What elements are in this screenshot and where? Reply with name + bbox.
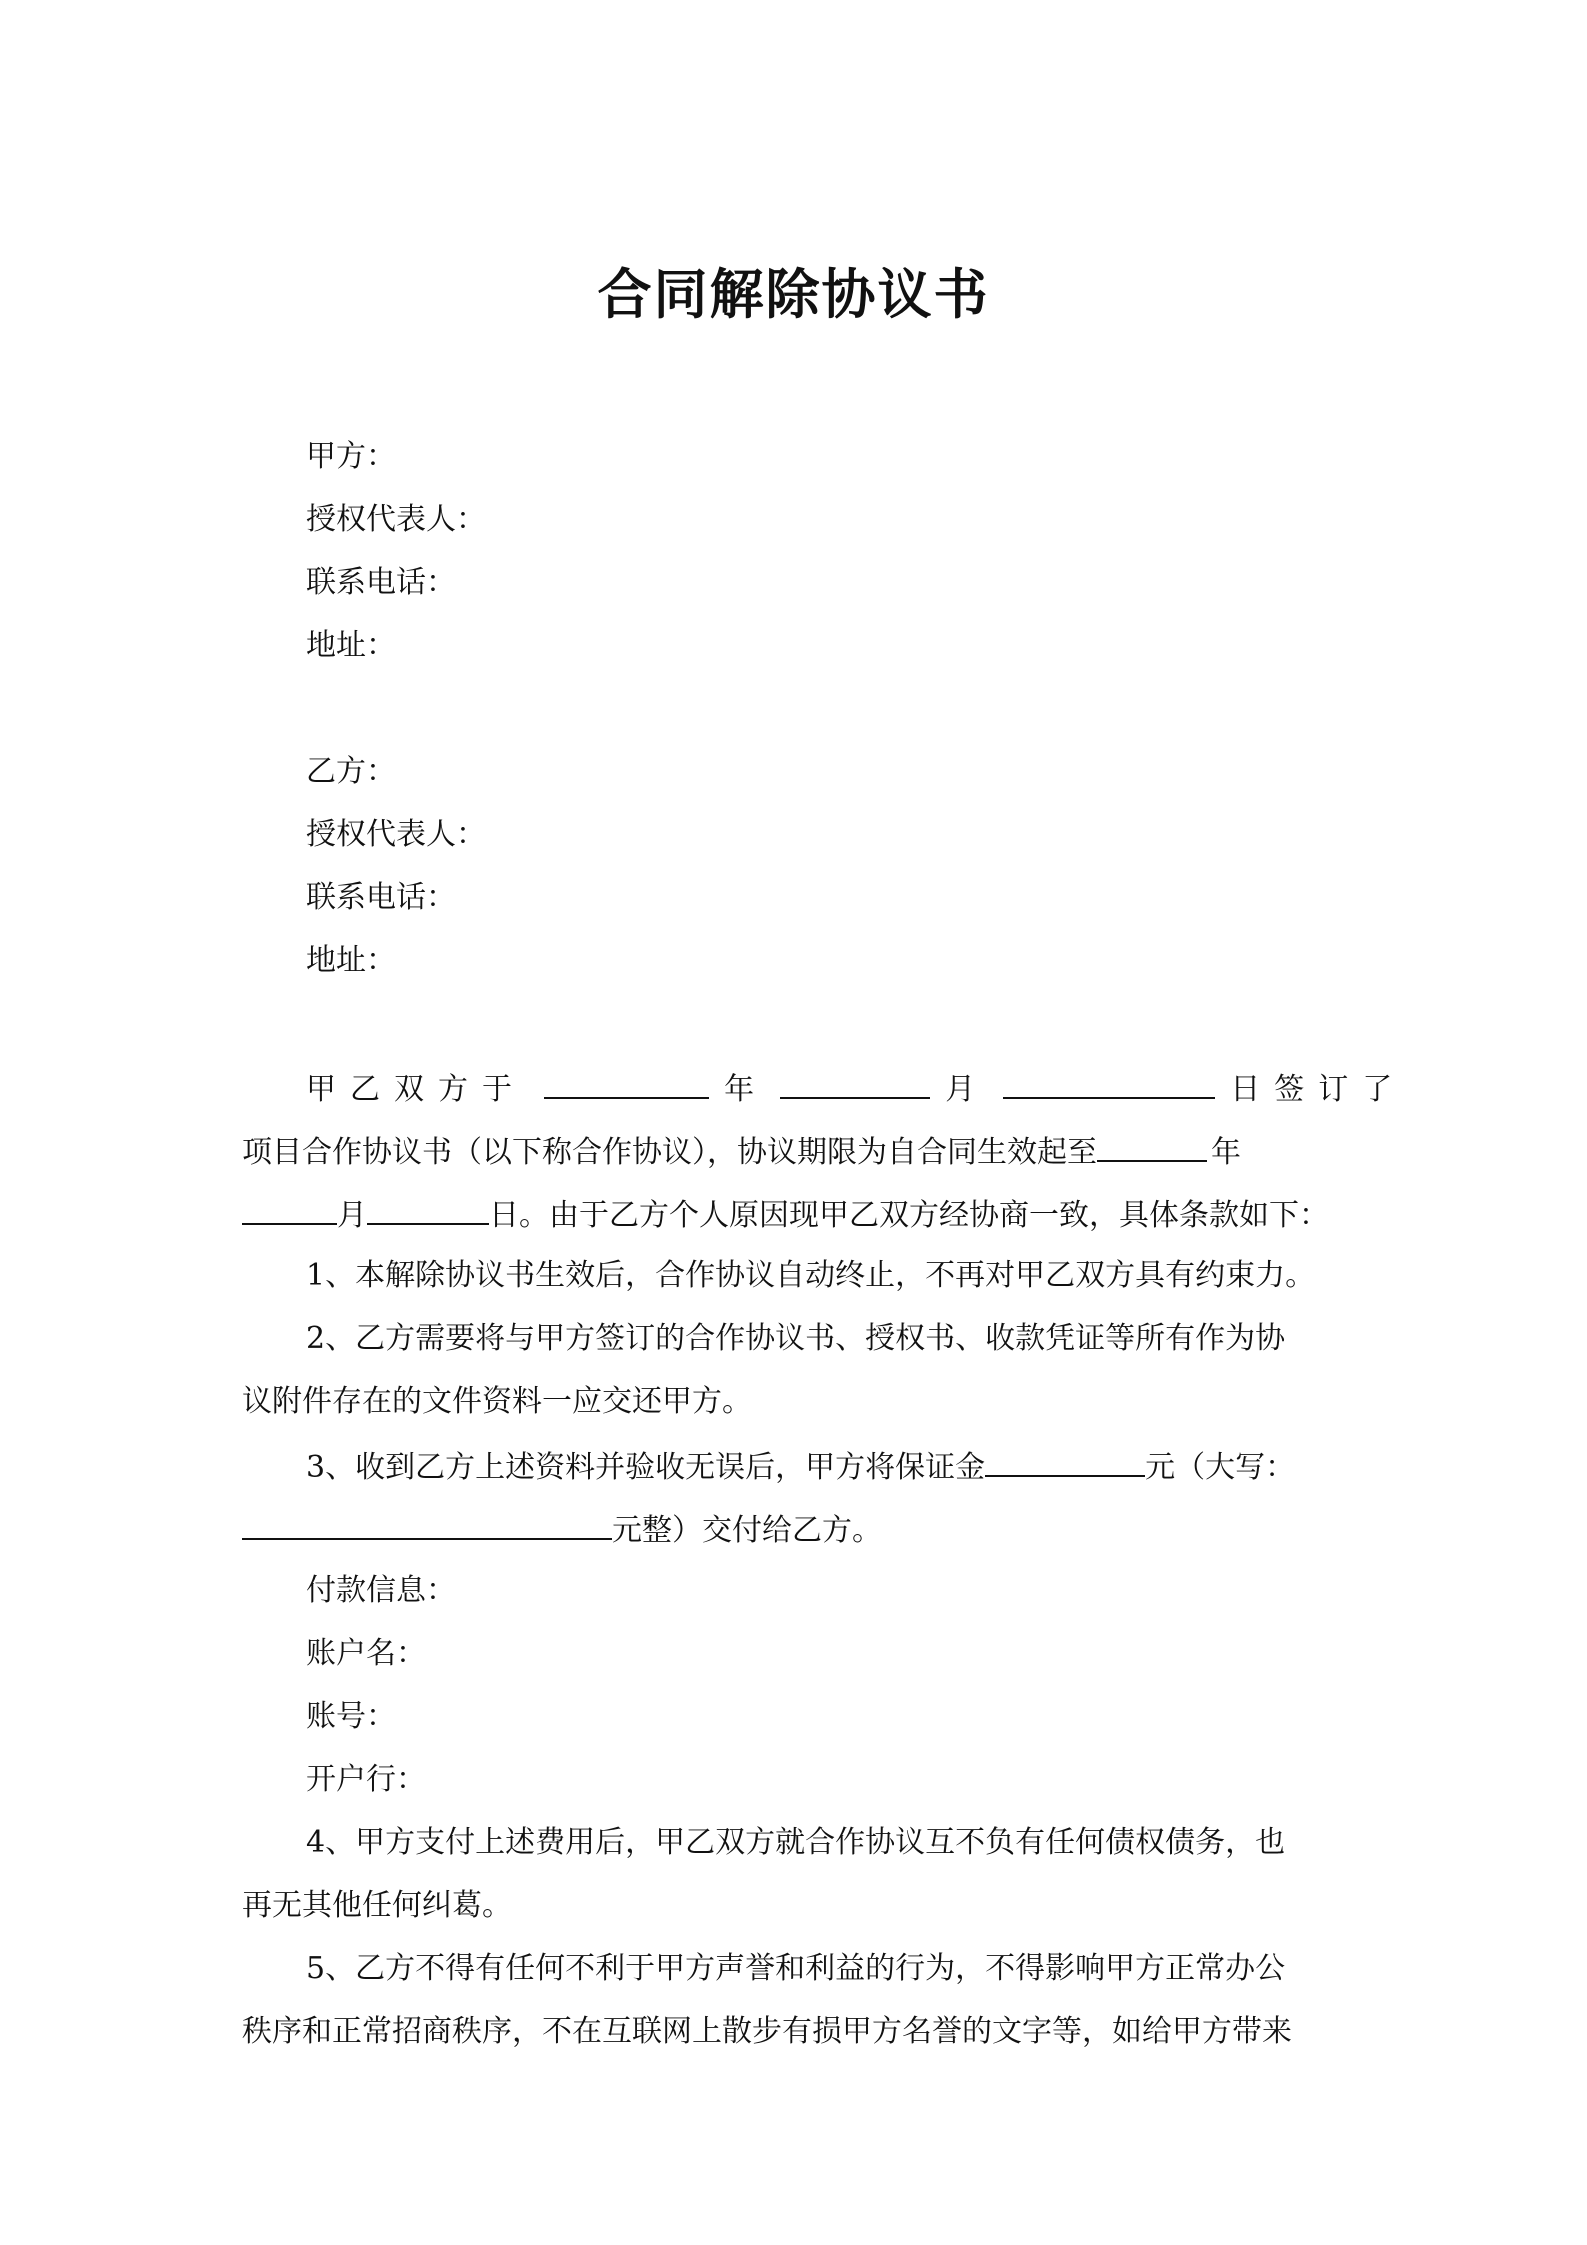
party-b-label: 乙方：	[306, 754, 396, 789]
sign-year-blank	[544, 1067, 709, 1099]
intro-signed-text: 日签订了	[1230, 1072, 1407, 1107]
party-b-address-label: 地址：	[306, 943, 396, 978]
intro-line-3	[242, 1193, 1329, 1236]
bank-label: 开户行：	[306, 1762, 426, 1797]
clause-5-line-2: 秩序和正常招商秩序，不在互联网上散步有损甲方名誉的文字等，如给甲方带来	[242, 2014, 1292, 2049]
term-day-blank	[367, 1193, 489, 1225]
clause-1: 1、本解除协议书生效后，合作协议自动终止，不再对甲乙双方具有约束力。	[306, 1258, 1316, 1293]
party-b-phone-label: 联系电话：	[306, 880, 456, 915]
intro-parties-text: 甲乙双方于	[306, 1072, 526, 1107]
sign-month-blank	[780, 1067, 930, 1099]
deposit-amount-blank	[985, 1445, 1145, 1477]
intro-year-unit: 年	[724, 1072, 755, 1107]
term-year-blank	[1097, 1130, 1207, 1162]
clause-4-line-2: 再无其他任何纠葛。	[242, 1888, 512, 1923]
payment-info-label: 付款信息：	[306, 1573, 456, 1608]
page-title: 合同解除协议书	[597, 262, 990, 326]
clause-4-line-1: 4、甲方支付上述费用后，甲乙双方就合作协议互不负有任何债权债务，也	[306, 1825, 1286, 1860]
clause-2-line-1: 2、乙方需要将与甲方签订的合作协议书、授权书、收款凭证等所有作为协	[306, 1321, 1286, 1356]
intro-line-1	[306, 1067, 1406, 1110]
party-a-rep-label: 授权代表人：	[306, 502, 486, 537]
clause-3-line-1	[306, 1445, 1295, 1488]
party-b-rep-label: 授权代表人：	[306, 817, 486, 852]
clause-3-text-a: 3、收到乙方上述资料并验收无误后，甲方将保证金	[306, 1450, 986, 1485]
intro-line-2	[242, 1130, 1241, 1173]
clause-3-line-2	[242, 1508, 882, 1551]
intro-reason-text: 日。由于乙方个人原因现甲乙双方经协商一致，具体条款如下：	[489, 1198, 1329, 1233]
party-a-label: 甲方：	[306, 439, 396, 474]
party-a-address-label: 地址：	[306, 628, 396, 663]
sign-day-blank	[1003, 1067, 1215, 1099]
intro-month-unit: 月	[945, 1072, 976, 1107]
clause-3-text-c: 元整）交付给乙方。	[612, 1513, 882, 1548]
party-a-phone-label: 联系电话：	[306, 565, 456, 600]
term-month-unit: 月	[337, 1198, 367, 1233]
term-month-blank	[242, 1193, 337, 1225]
clause-3-text-b: 元（大写：	[1145, 1450, 1296, 1485]
deposit-uppercase-blank	[242, 1508, 612, 1540]
account-name-label: 账户名：	[306, 1636, 426, 1671]
clause-5-line-1: 5、乙方不得有任何不利于甲方声誉和利益的行为，不得影响甲方正常办公	[306, 1951, 1286, 1986]
intro-project-text: 项目合作协议书（以下称合作协议），协议期限为自合同生效起至	[242, 1135, 1097, 1170]
clause-2-line-2: 议附件存在的文件资料一应交还甲方。	[242, 1384, 752, 1419]
term-year-unit: 年	[1211, 1135, 1241, 1170]
account-number-label: 账号：	[306, 1699, 396, 1734]
